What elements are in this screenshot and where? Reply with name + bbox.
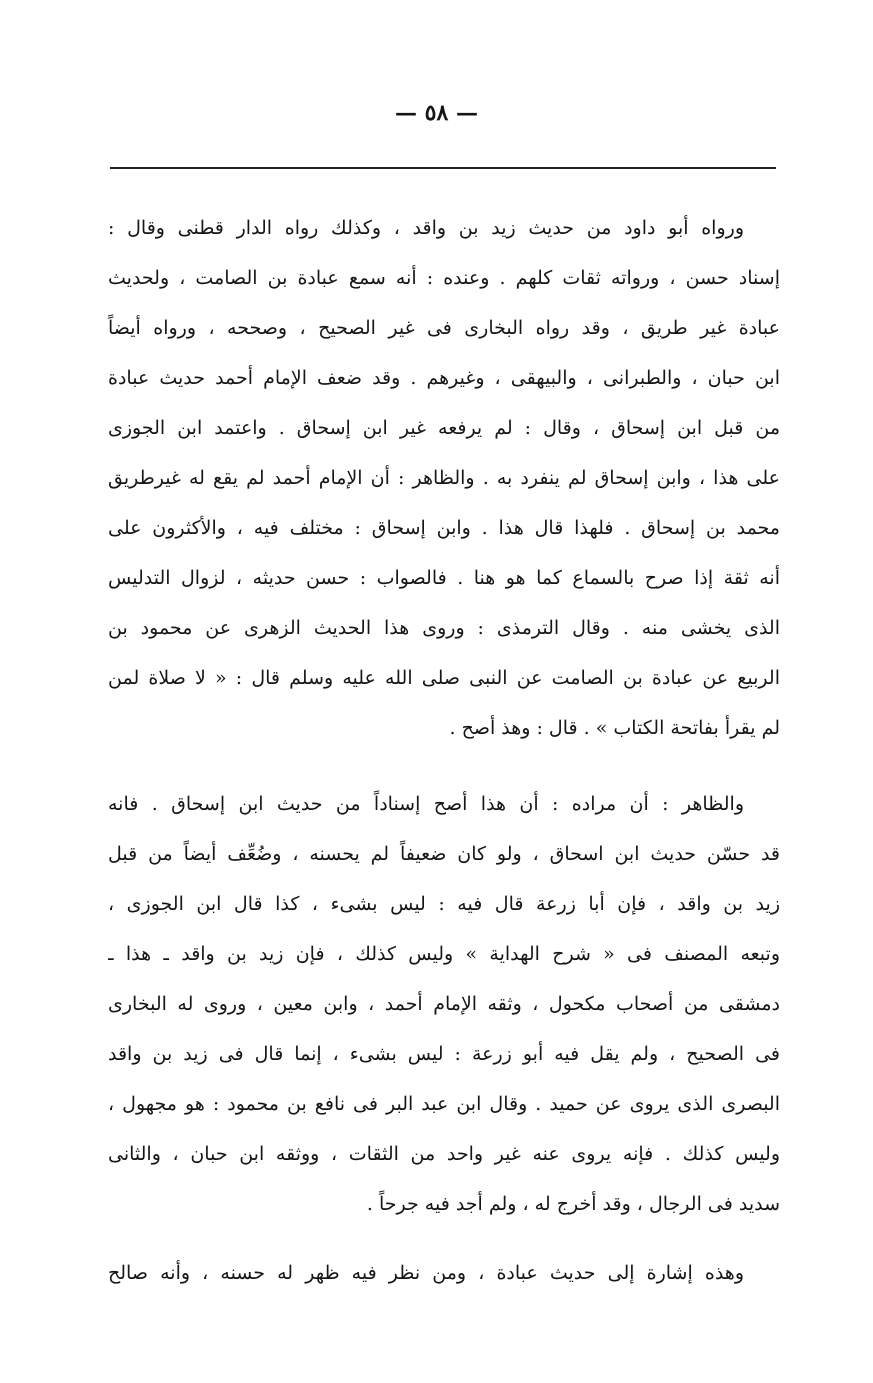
text-line: ورواه أبو داود من حديث زيد بن واقد ، وكذلك رواه الدار قطنى وقال :: [108, 217, 744, 239]
text-line: إسناد حسن ، ورواته ثقات كلهم . وعنده : أنه سمع عبادة بن الصامت ، ولحديث: [108, 267, 780, 289]
text-line: عبادة غير طريق ، وقد رواه البخارى فى غير الصحيح ، وصححه ، ورواه أيضاً: [108, 317, 780, 339]
text-line: دمشقى من أصحاب مكحول ، وثقه الإمام أحمد ، وابن معين ، وروى له البخارى: [108, 993, 780, 1015]
text-line: سديد فى الرجال ، وقد أخرج له ، ولم أجد فيه جرحاً .: [366, 1193, 780, 1215]
text-line: أنه ثقة إذا صرح بالسماع كما هو هنا . فالصواب : حسن حديثه ، لزوال التدليس: [108, 567, 780, 589]
text-line: على هذا ، وابن إسحاق لم ينفرد به . والظاهر : أن الإمام أحمد لم يقع له غيرطريق: [108, 467, 780, 489]
text-line: من قبل ابن إسحاق ، وقال : لم يرفعه غير ابن إسحاق . واعتمد ابن الجوزى: [108, 417, 780, 439]
text-line: وتبعه المصنف فى « شرح الهداية » وليس كذلك ، فإن زيد بن واقد ـ هذا ـ: [108, 943, 780, 965]
text-line: البصرى الذى يروى عن حميد . وقال ابن عبد البر فى نافع بن محمود : هو مجهول ،: [108, 1093, 780, 1115]
text-line: محمد بن إسحاق . فلهذا قال هذا . وابن إسحاق : مختلف فيه ، والأكثرون على: [108, 517, 780, 539]
text-line: زيد بن واقد ، فإن أبا زرعة قال فيه : ليس بشىء ، كذا قال ابن الجوزى ،: [108, 893, 780, 915]
text-line: وليس كذلك . فإنه يروى عنه غير واحد من الثقات ، ووثقه ابن حبان ، والثانى: [108, 1143, 780, 1165]
text-line: لم يقرأ بفاتحة الكتاب » . قال : وهذ أصح .: [449, 717, 780, 739]
header-rule: [110, 167, 776, 169]
paragraph-2: [108, 779, 780, 1229]
paragraph-3: [108, 1248, 780, 1298]
text-line: الذى يخشى منه . وقال الترمذى : وروى هذا الحديث الزهرى عن محمود بن: [108, 617, 780, 639]
text-line: ابن حبان ، والطبرانى ، والبيهقى ، وغيرهم . وقد ضعف الإمام أحمد حديث عبادة: [108, 367, 780, 389]
text-line: قد حسّن حديث ابن اسحاق ، ولو كان ضعيفاً لم يحسنه ، وضُعِّف أيضاً من قبل: [108, 843, 780, 865]
page-number: — ٥٨ —: [395, 100, 478, 126]
text-line: فى الصحيح ، ولم يقل فيه أبو زرعة : ليس بشىء ، إنما قال فى زيد بن واقد: [108, 1043, 780, 1065]
text-line: والظاهر : أن مراده : أن هذا أصح إسناداً من حديث ابن إسحاق . فانه: [108, 793, 744, 815]
paragraph-1: [108, 203, 780, 753]
text-line: وهذه إشارة إلى حديث عبادة ، ومن نظر فيه ظهر له حسنه ، وأنه صالح: [108, 1262, 744, 1284]
text-line: الربيع عن عبادة بن الصامت عن النبى صلى الله عليه وسلم قال : « لا صلاة لمن: [108, 667, 780, 689]
